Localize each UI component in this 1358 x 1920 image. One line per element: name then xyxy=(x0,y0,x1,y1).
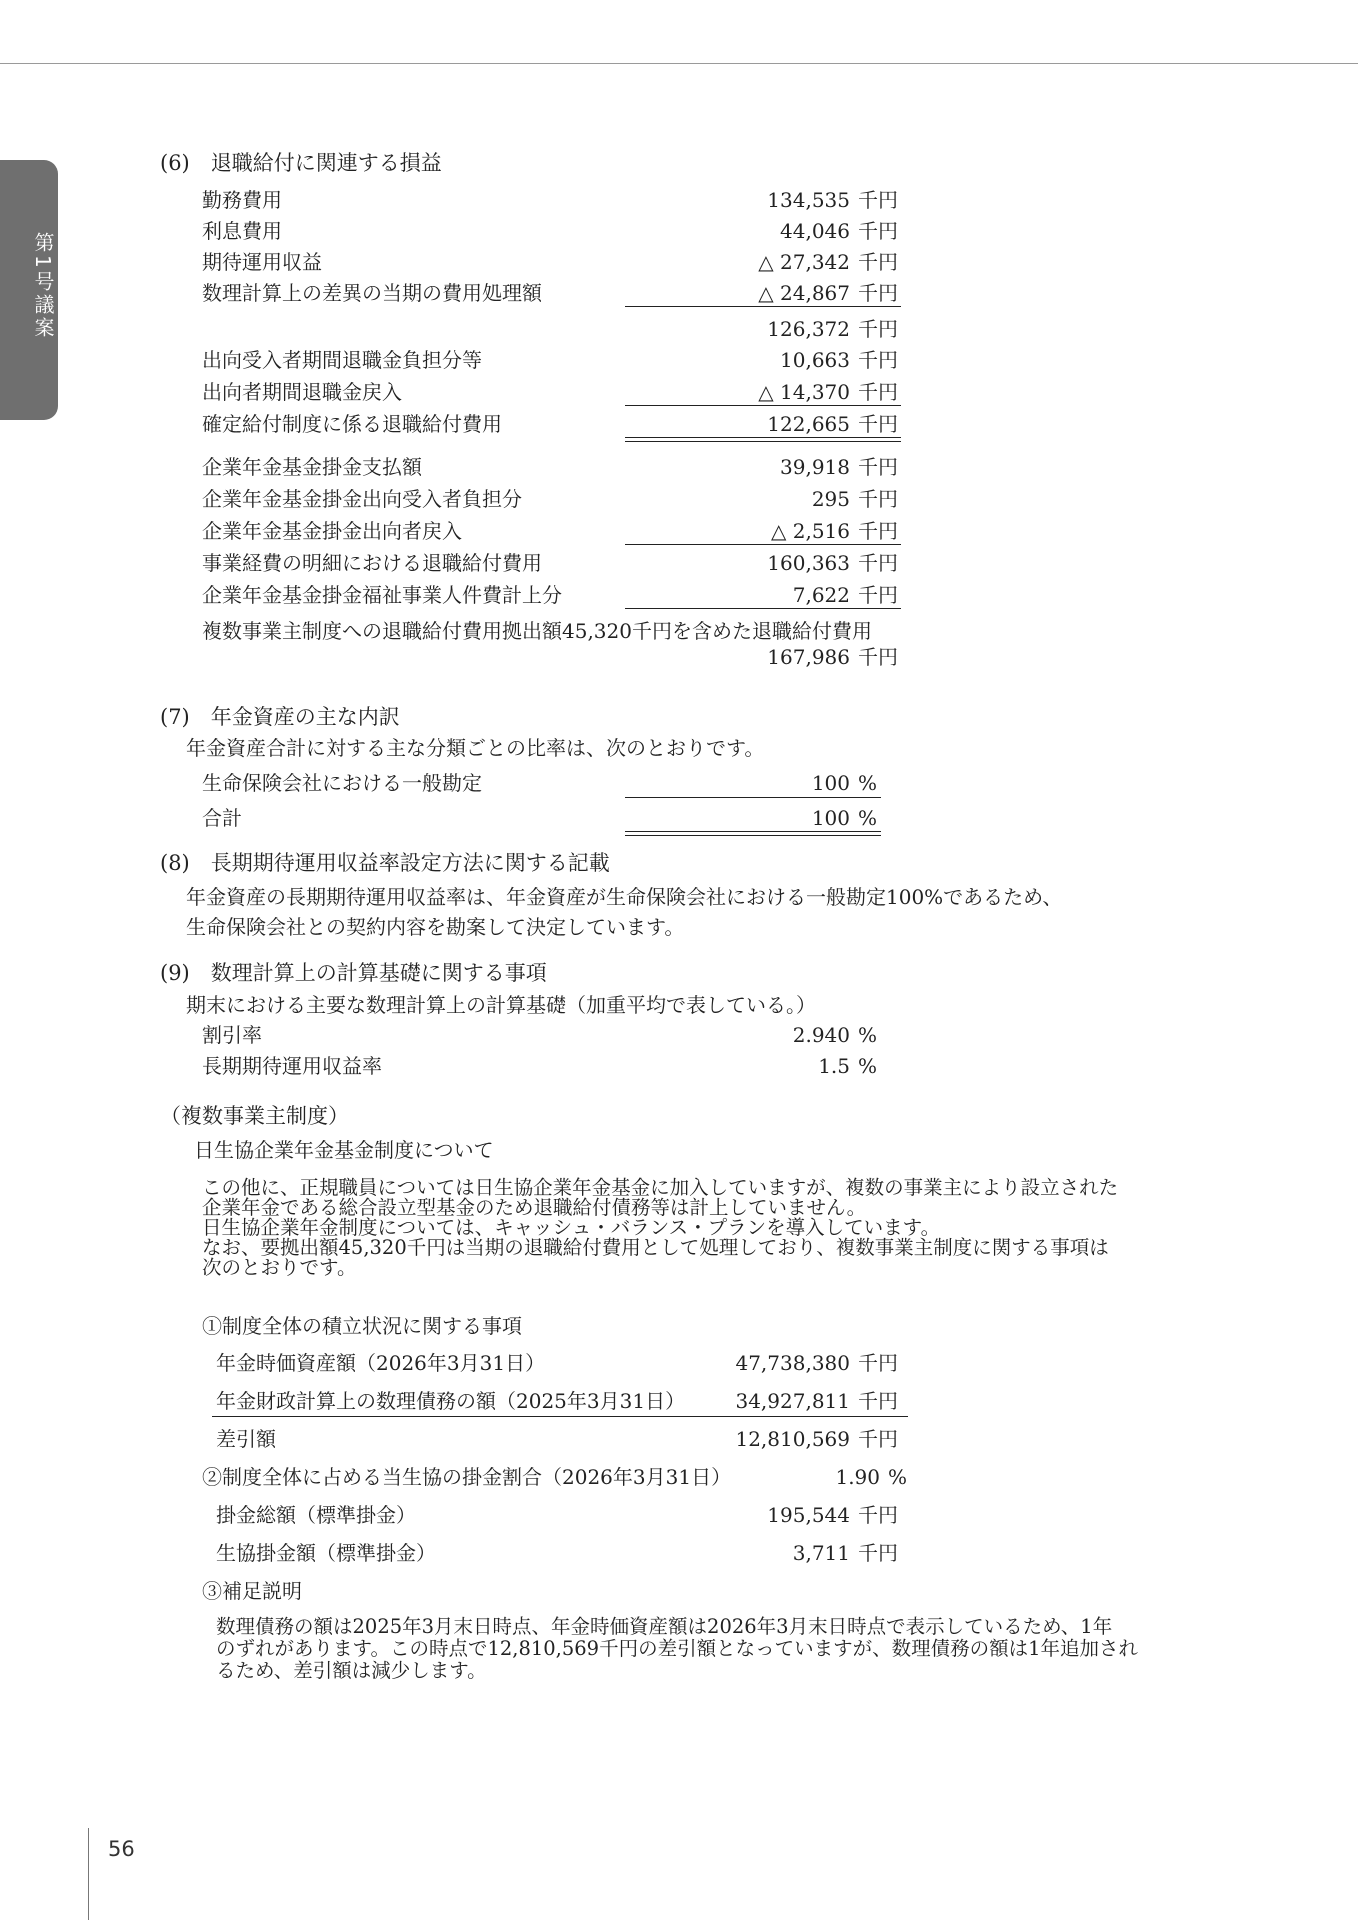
s7-row-label: 生命保険会社における一般勘定 xyxy=(202,771,482,795)
s9-row-value: 1.5 xyxy=(818,1054,850,1078)
item2-row-value: 195,544 xyxy=(767,1503,850,1527)
s6-row-value: △ 27,342 xyxy=(758,250,850,274)
s6-row-unit: 千円 xyxy=(858,551,898,575)
s7-row-value: 100 xyxy=(811,806,850,830)
s6-row-value: △ 24,867 xyxy=(758,281,850,305)
item2-ratio-unit: % xyxy=(888,1465,908,1489)
item1-row-unit: 千円 xyxy=(858,1389,898,1413)
s7-row-unit: % xyxy=(858,771,878,795)
s6-row-unit: 千円 xyxy=(858,380,898,404)
multi-paragraph-line: 次のとおりです。 xyxy=(202,1256,357,1279)
section-9-title: (9) 数理計算上の計算基礎に関する事項 xyxy=(160,961,547,985)
total-double-rule xyxy=(625,835,881,836)
s6-row-value: 7,622 xyxy=(792,583,850,607)
subtotal-rule xyxy=(625,797,881,798)
item1-title: ①制度全体の積立状況に関する事項 xyxy=(202,1314,522,1338)
s6-total-unit: 千円 xyxy=(858,645,898,669)
multi-paragraph-line: 企業年金である総合設立型基金のため退職給付債務等は計上していません。 xyxy=(202,1196,867,1219)
s6-row-unit: 千円 xyxy=(858,455,898,479)
subtotal-rule xyxy=(212,1416,908,1417)
total-double-rule xyxy=(625,441,901,442)
s6-row-value: 10,663 xyxy=(780,348,850,372)
s6-row-label: 企業年金基金掛金福祉事業人件費計上分 xyxy=(202,583,562,607)
s6-row-label: 企業年金基金掛金出向者戻入 xyxy=(202,519,462,543)
chapter-tab-label: 第1号議案 xyxy=(31,232,55,340)
item2-row-value: 3,711 xyxy=(792,1541,850,1565)
s6-note: 複数事業主制度への退職給付費用拠出額45,320千円を含めた退職給付費用 xyxy=(202,619,872,643)
s6-row-value: 134,535 xyxy=(767,188,850,212)
item2-title: ②制度全体に占める当生協の掛金割合（2026年3月31日） xyxy=(202,1465,732,1489)
total-double-rule xyxy=(625,831,881,832)
s6-row-label: 勤務費用 xyxy=(202,188,282,212)
section-7-title: (7) 年金資産の主な内訳 xyxy=(160,705,400,729)
item2-row-unit: 千円 xyxy=(858,1541,898,1565)
item1-row-value: 34,927,811 xyxy=(735,1389,850,1413)
s6-row-label: 企業年金基金掛金出向受入者負担分 xyxy=(202,487,522,511)
s9-row-label: 割引率 xyxy=(202,1023,262,1047)
top-rule xyxy=(0,63,1358,64)
item1-row-value: 47,738,380 xyxy=(735,1351,850,1375)
s6-row-value: 39,918 xyxy=(780,455,850,479)
s6-row-unit: 千円 xyxy=(858,281,898,305)
s6-row-label: 確定給付制度に係る退職給付費用 xyxy=(202,412,502,436)
s6-row-label: 利息費用 xyxy=(202,219,282,243)
item2-row-unit: 千円 xyxy=(858,1503,898,1527)
page-margin-rule xyxy=(88,1828,89,1920)
s9-row-unit: % xyxy=(858,1023,878,1047)
item3-line: るため、差引額は減少します。 xyxy=(216,1659,487,1682)
item3-line: 数理債務の額は2025年3月末日時点、年金時価資産額は2026年3月末日時点で表示しているため、1年 xyxy=(216,1615,1113,1638)
multi-paragraph-line: なお、要拠出額45,320千円は当期の退職給付費用として処理しており、複数事業主制度に関する事項は xyxy=(202,1236,1109,1259)
item2-row-label: 掛金総額（標準掛金） xyxy=(216,1503,416,1527)
item1-row-label: 年金時価資産額（2026年3月31日） xyxy=(216,1351,546,1375)
multi-subtitle: 日生協企業年金基金制度について xyxy=(194,1138,494,1162)
s6-row-label: 出向受入者期間退職金負担分等 xyxy=(202,348,482,372)
s6-row-value: △ 14,370 xyxy=(758,380,850,404)
multi-paragraph-line: この他に、正規職員については日生協企業年金基金に加入していますが、複数の事業主により設立された xyxy=(202,1176,1119,1199)
item2-row-label: 生協掛金額（標準掛金） xyxy=(216,1541,436,1565)
item1-row-unit: 千円 xyxy=(858,1427,898,1451)
s6-row-unit: 千円 xyxy=(858,412,898,436)
s6-row-value: 295 xyxy=(811,487,850,511)
item2-ratio-value: 1.90 xyxy=(835,1465,880,1489)
s6-row-unit: 千円 xyxy=(858,487,898,511)
s6-row-label: 出向者期間退職金戻入 xyxy=(202,380,402,404)
s6-row-unit: 千円 xyxy=(858,348,898,372)
s6-row-value: △ 2,516 xyxy=(771,519,850,543)
item1-row-label: 差引額 xyxy=(216,1427,276,1451)
s6-row-label: 期待運用収益 xyxy=(202,250,322,274)
s6-row-unit: 千円 xyxy=(858,583,898,607)
chapter-tab xyxy=(0,160,58,420)
multi-paragraph-line: 日生協企業年金制度については、キャッシュ・バランス・プランを導入しています。 xyxy=(202,1216,941,1239)
s6-row-label: 企業年金基金掛金支払額 xyxy=(202,455,422,479)
subtotal-rule xyxy=(625,405,901,406)
s6-row-value: 44,046 xyxy=(780,219,850,243)
s6-row-value: 126,372 xyxy=(767,317,850,341)
s9-row-label: 長期期待運用収益率 xyxy=(202,1054,382,1078)
item3-title: ③補足説明 xyxy=(202,1579,302,1603)
s6-row-unit: 千円 xyxy=(858,250,898,274)
s6-row-unit: 千円 xyxy=(858,317,898,341)
section-6-title: (6) 退職給付に関連する損益 xyxy=(160,151,442,175)
s8-line: 年金資産の長期期待運用収益率は、年金資産が生命保険会社における一般勘定100%であるため、 xyxy=(186,885,1063,909)
s6-row-unit: 千円 xyxy=(858,219,898,243)
s9-row-unit: % xyxy=(858,1054,878,1078)
s7-row-value: 100 xyxy=(811,771,850,795)
s9-row-value: 2.940 xyxy=(792,1023,850,1047)
s6-row-unit: 千円 xyxy=(858,519,898,543)
s6-row-label: 事業経費の明細における退職給付費用 xyxy=(202,551,542,575)
subtotal-rule xyxy=(625,608,901,609)
multi-title: （複数事業主制度） xyxy=(160,1104,349,1128)
s6-row-unit: 千円 xyxy=(858,188,898,212)
subtotal-rule xyxy=(625,306,901,307)
s9-intro: 期末における主要な数理計算上の計算基礎（加重平均で表している。） xyxy=(186,993,816,1017)
page-number: 56 xyxy=(108,1837,135,1861)
s6-row-value: 160,363 xyxy=(767,551,850,575)
s7-row-unit: % xyxy=(858,806,878,830)
s6-total-value: 167,986 xyxy=(767,645,850,669)
section-8-title: (8) 長期期待運用収益率設定方法に関する記載 xyxy=(160,851,610,875)
s7-row-label: 合計 xyxy=(202,806,242,830)
item1-row-label: 年金財政計算上の数理債務の額（2025年3月31日） xyxy=(216,1389,686,1413)
s8-line: 生命保険会社との契約内容を勘案して決定しています。 xyxy=(186,915,685,939)
s7-intro: 年金資産合計に対する主な分類ごとの比率は、次のとおりです。 xyxy=(186,736,765,760)
total-double-rule xyxy=(625,437,901,438)
item1-row-value: 12,810,569 xyxy=(735,1427,850,1451)
item1-row-unit: 千円 xyxy=(858,1351,898,1375)
s6-row-value: 122,665 xyxy=(767,412,850,436)
s6-row-label: 数理計算上の差異の当期の費用処理額 xyxy=(202,281,542,305)
item3-line: のずれがあります。この時点で12,810,569千円の差引額となっていますが、数理債務の額は1年追加され xyxy=(216,1637,1138,1660)
subtotal-rule xyxy=(625,544,901,545)
